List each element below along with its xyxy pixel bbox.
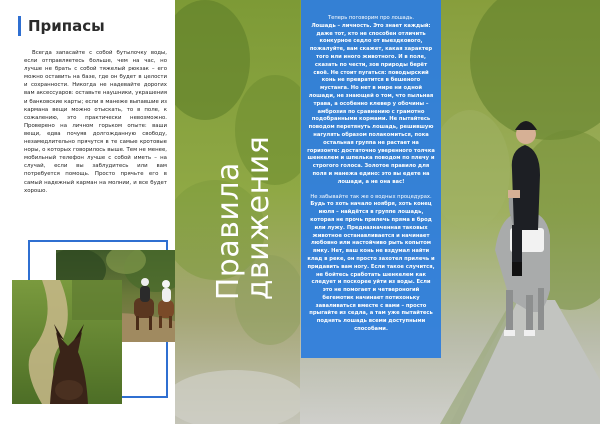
paragraph-1-intro: Теперь поговорим про лошадь. xyxy=(327,15,415,21)
vertical-title xyxy=(211,135,276,301)
right-body-text xyxy=(307,15,435,341)
paragraph-2-body: Будь то хоть начало ноября, хоть конец июля – найдётся в группе лошадь, которая не прочь прилечь пряма в брод или лужу. Предназначенная таковых животное останавливается и начинает любовно или настойчиво рыть копытом ямку. Нет, ваш конь не вздумал найти клад в реке, он просто захотел прилечь и придавить вам ногу. Если такое случится, не бойтесь сработать шенкелем как следует и поскорее уйти из воды. Если это не помогает и четвероногий бегемотик начинает потихоньку заваливаться вместе с вами – просто прыгайте из седла, а там уже пытайтесь поднять лошадь всеми доступными способами. xyxy=(307,201,435,333)
section-title: Припасы xyxy=(28,17,105,35)
left-body-text: Всегда запасайте с собой бутылочку воды, если отправляетесь больше, чем на час, но лучше не брать с собой тяжелый рюкзак – его можно оставить на базе, где он будет в целости и сохранности. Никогда не надевайте дорогих вам аксессуаров: оставьте наушники, украшения и банковские карты; если в манеже выпавшие из кармана вещи можно отыскать, то в поле, к сожалению, это практически невозможно. Проверено на личном горьком опыте: ваши вещи, едва почуяв долгожданную свободу, незамедлительно прячутся в те самые кротовые норы, о которых говорилось выше. Тем не менее, мобильный телефон лучше с собой иметь – на случай, если вы заблудитесь или вам потребуется помощь. Просто прячьте его в самый надежный карман на молнии, и все будет хорошо. xyxy=(24,50,167,194)
right-paragraph-1 xyxy=(307,15,435,187)
vertical-title-line-2: движения xyxy=(241,135,276,301)
vertical-title-line-1: Правила xyxy=(211,162,246,301)
heading-accent-bar xyxy=(18,16,21,36)
section-heading xyxy=(18,16,105,36)
photo-horse-ears-on-path xyxy=(12,280,122,404)
paragraph-2-intro: Не забывайте так же о водных процедурах. xyxy=(310,193,432,200)
right-paragraph-2 xyxy=(307,194,435,334)
paragraph-1-body: Лошадь – личность. Это знает каждый: даже тот, кто не способен отличить конкурное седло от выездкового, пожалуйте, вам скажет, какая характер того или иного животного. И в поле, сказать по чести, зов природы берёт своё. Не стоит пугаться: поводырский конь не превратится в бешеного мустанга. Но нет в мире ни одной лошади, не знающей о том, что пыльная трава, а особенно клевер у обочины – амброзия по сравнению с грамотно подобранными кормами. Не пытайтесь поводом перетянуть лошадь, решившую нагулять образом полакомиться, пока остальная группа не растает на горизонте: достаточно уверенного толчка шенкелем и шпелька поводом по плечу и строгого голоса. Золотое правило для поля и манежа едино: это вы едете на лошади, а не она вас! xyxy=(307,22,435,185)
